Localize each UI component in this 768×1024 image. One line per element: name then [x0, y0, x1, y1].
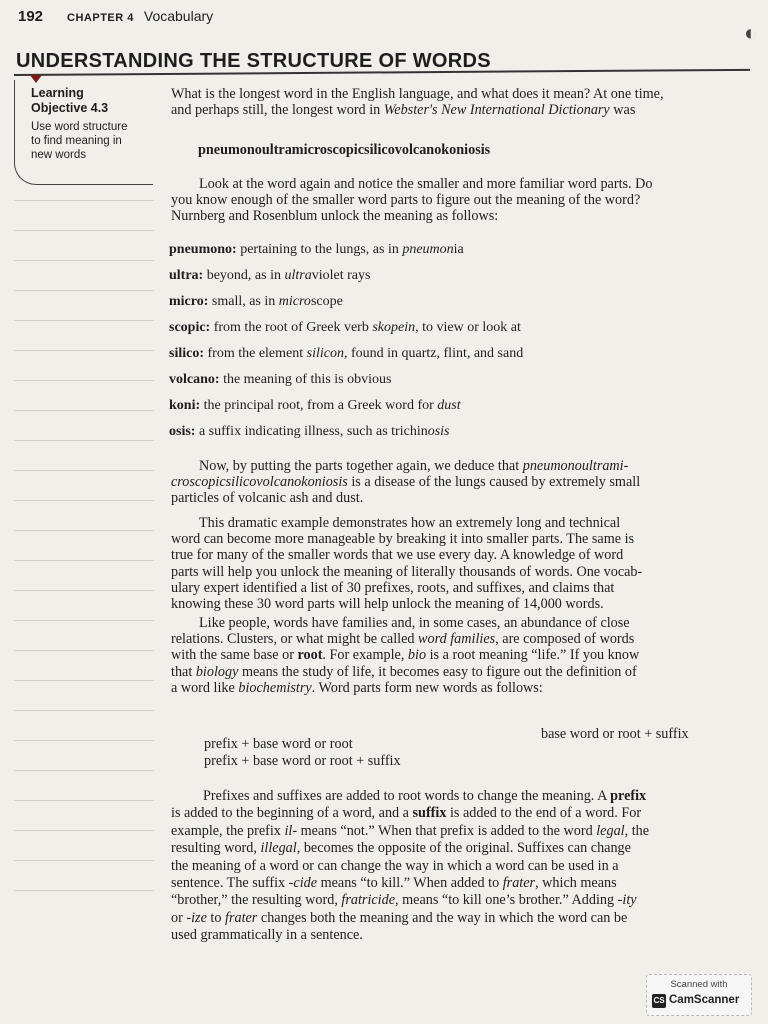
word-families-paragraph: [171, 615, 746, 696]
word-part-ultra: ultra: beyond, as in ultraviolet rays: [169, 268, 371, 283]
text-line: “brother,” the resulting word, fratricide, means “to kill one’s brother.” Adding -ity: [171, 892, 637, 909]
word-part-osis: osis: a suffix indicating illness, such as trichinosis: [169, 424, 450, 439]
lo-text-line: Use word structure: [31, 121, 128, 133]
text-line: or -ize to frater changes both the meaning and the way in which the word can be: [171, 909, 628, 926]
lo-label-line1: Learning: [31, 86, 84, 100]
text-line: used grammatically in a sentence.: [171, 927, 363, 944]
chapter-title: Vocabulary: [143, 8, 214, 24]
text-line: resulting word, illegal, becomes the opposite of the original. Suffixes can change: [171, 840, 631, 857]
text-line: particles of volcanic ash and dust.: [171, 490, 364, 507]
watermark-line2: CamScanner: [669, 994, 740, 1006]
intro-paragraph: [171, 86, 746, 118]
word-part-koni: koni: the principal root, from a Greek word for dust: [169, 398, 461, 413]
learning-objective-box: [14, 80, 153, 185]
text-line: you know enough of the smaller word parts to figure out the meaning of the word?: [171, 192, 641, 209]
camscanner-watermark: [646, 974, 752, 1016]
running-header: [18, 8, 213, 32]
learning-objective-label: [31, 86, 108, 116]
margin-bleed-lines: [14, 200, 154, 920]
page-number: 192: [18, 8, 44, 25]
formula-prefix-root: prefix + base word or root: [204, 736, 353, 752]
camscanner-logo-icon: CS: [652, 994, 666, 1008]
text-line: that biology means the study of life, it becomes easy to figure out the definition of: [171, 663, 637, 680]
long-word: pneumonoultramicroscopicsilicovolcanokoniosis: [198, 142, 491, 158]
binder-clip-icon: ◐: [744, 20, 758, 45]
text-line: and perhaps still, the longest word in Webster's New International Dictionary was: [171, 102, 636, 119]
lo-text-line: new words: [31, 149, 86, 161]
text-line: Look at the word again and notice the smaller and more familiar word parts. Do: [199, 176, 653, 192]
text-line: relations. Clusters, or what might be called word families, are composed of words: [171, 631, 635, 648]
prefix-suffix-paragraph: [171, 788, 746, 945]
chapter-label: CHAPTER 4: [67, 12, 134, 24]
text-line: the meaning of a word or can change the way in which a word can be used in a: [171, 857, 619, 874]
text-line: knowing these 30 word parts will help unlock the meaning of 14,000 words.: [171, 596, 604, 613]
text-line: Nurnberg and Rosenblum unlock the meaning as follows:: [171, 208, 499, 225]
now-paragraph: [171, 458, 746, 507]
lo-label-line2: Objective 4.3: [31, 101, 109, 115]
text-line: is added to the beginning of a word, and a suffix is added to the end of a word. For: [171, 805, 642, 822]
section-title: UNDERSTANDING THE STRUCTURE OF WORDS: [16, 50, 491, 72]
text-line: Prefixes and suffixes are added to root words to change the meaning. A prefix: [203, 788, 647, 804]
learning-objective-text: [31, 120, 155, 162]
look-paragraph: [171, 176, 746, 225]
text-line: sentence. The suffix -cide means “to kill.” When added to frater, which means: [171, 875, 617, 892]
text-line: This dramatic example demonstrates how an extremely long and technical: [199, 515, 621, 531]
text-line: Like people, words have families and, in some cases, an abundance of close: [199, 615, 630, 631]
lo-text-line: to find meaning in: [31, 135, 122, 147]
word-part-micro: micro: small, as in microscope: [169, 294, 343, 309]
text-line: with the same base or root. For example, bio is a root meaning “life.” If you know: [171, 647, 640, 664]
formula-root-suffix: base word or root + suffix: [541, 726, 689, 742]
text-line: example, the prefix il- means “not.” When that prefix is added to the word legal, the: [171, 822, 650, 839]
text-line: a word like biochemistry. Word parts form new words as follows:: [171, 679, 543, 696]
dramatic-paragraph: [171, 515, 746, 612]
text-line: What is the longest word in the English language, and what does it mean? At one time,: [171, 86, 664, 102]
text-line: ulary expert identified a list of 30 prefixes, roots, and suffixes, and claims that: [171, 579, 615, 596]
word-part-pneumono: pneumono: pertaining to the lungs, as in pneumonia: [169, 242, 464, 257]
text-line: parts will help you unlock the meaning of literally thousands of words. One vocab-: [171, 563, 643, 580]
text-line: Now, by putting the parts together again, we deduce that pneumonoultrami-: [199, 458, 629, 474]
text-line: true for many of the smaller words that we use every day. A knowledge of word: [171, 547, 624, 564]
watermark-line1: Scanned with: [670, 979, 728, 990]
text-line: croscopicsilicovolcanokoniosis is a disease of the lungs caused by extremely small: [171, 474, 641, 491]
word-part-volcano: volcano: the meaning of this is obvious: [169, 372, 392, 387]
word-part-silico: silico: from the element silicon, found in quartz, flint, and sand: [169, 346, 524, 361]
word-part-scopic: scopic: from the root of Greek verb skopein, to view or look at: [169, 320, 521, 335]
text-line: word can become more manageable by breaking it into smaller parts. The same is: [171, 531, 635, 548]
formula-prefix-root-suffix: prefix + base word or root + suffix: [204, 753, 401, 769]
